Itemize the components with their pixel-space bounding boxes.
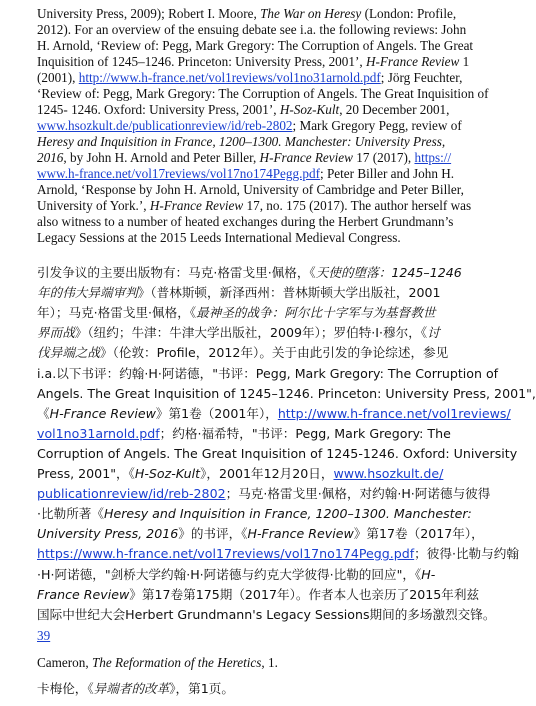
- text-line: [37, 70, 462, 86]
- text-run: 》（普林斯顿，新泽西州：普林斯顿大学出版社，2001: [137, 285, 441, 301]
- text-run: , 20 December 2001,: [339, 102, 450, 117]
- italic-title: H-France Review: [149, 198, 244, 213]
- italic-title: The War on Heresy: [260, 6, 362, 21]
- text-line: [37, 486, 490, 502]
- italic-title: H-Soz-Kult: [134, 466, 201, 481]
- text-line: [37, 182, 464, 198]
- text-run: ; Mark Gregory Pegg, review of: [292, 118, 462, 133]
- text-run: Angels. The Great Inquisition of 1245–1246. Princeton: University Press, 2001",: [37, 385, 536, 401]
- text-line: [37, 265, 462, 281]
- text-line: [37, 426, 451, 442]
- text-run: 年）；马克·格雷戈里·佩格，《: [37, 305, 197, 321]
- text-run: Cameron,: [37, 655, 92, 670]
- text-run: 《: [37, 405, 50, 421]
- italic-title: H-France Review: [365, 54, 460, 69]
- italic-title: 天使的堕落：1245–1246: [315, 265, 462, 280]
- text-run: 2012). For an overview of the ensuing debate see i.a. the following reviews: John: [37, 22, 467, 37]
- italic-title: 讨: [427, 325, 440, 341]
- text-run: 17, no. 175 (2017). The author herself was: [243, 198, 472, 213]
- text-run: Inquisition of 1245–1246. Princeton: University Press, 2001’,: [37, 54, 366, 69]
- italic-title: Heresy and Inquisition in France, 1200–1300. Manchester:: [103, 506, 472, 522]
- italic-title: H-Soz-Kult: [279, 102, 340, 117]
- text-run: Legacy Sessions at the 2015 Leeds International Medieval Congress.: [37, 230, 401, 245]
- text-run: ；马克·格雷戈里·佩格，对约翰·H·阿诺德与彼得: [225, 486, 491, 502]
- text-run: 1: [459, 54, 470, 69]
- italic-title: University Press, 2016: [37, 526, 179, 542]
- text-line: [37, 681, 234, 697]
- text-line: [37, 386, 536, 402]
- text-line: [37, 230, 401, 246]
- text-run: 》（纽约；牛津：牛津大学出版社，2009年）；罗伯特·I·穆尔，《: [74, 325, 428, 341]
- text-line: [37, 607, 495, 623]
- italic-title: 2016: [37, 150, 64, 165]
- text-line: [37, 655, 278, 671]
- text-run: 1245- 1246. Oxford: University Press, 2001’,: [37, 102, 280, 117]
- text-line: [37, 166, 454, 182]
- text-line: [37, 118, 462, 134]
- text-line: [37, 446, 517, 462]
- text-run: 》第17卷第175期（2017年）。作者本人也亲历了2015年利兹: [129, 586, 480, 602]
- italic-title: H-: [421, 566, 436, 582]
- text-line: [37, 305, 435, 321]
- italic-title: 异端者的改革: [93, 681, 170, 696]
- text-line: [37, 150, 451, 166]
- italic-title: H-France Review: [49, 405, 156, 421]
- text-line: [37, 506, 472, 522]
- text-line: [37, 134, 445, 150]
- text-line: [37, 366, 498, 382]
- italic-title: France Review: [37, 586, 130, 602]
- text-line: [37, 198, 471, 214]
- text-line: [37, 102, 449, 118]
- text-line: [37, 567, 435, 583]
- text-line: [37, 86, 488, 102]
- text-run: ·H·阿诺德，"剑桥大学约翰·H·阿诺德与约克大学彼得·比勒的回应"，《: [37, 566, 422, 582]
- hyperlink[interactable]: vol1no31arnold.pdf: [37, 425, 160, 441]
- text-run: ; Peter Biller and John H.: [319, 166, 455, 181]
- footnote-number[interactable]: 39: [37, 628, 51, 643]
- text-run: 国际中世纪大会Herbert Grundmann's Legacy Sessions期间的多场激烈交锋。: [37, 606, 496, 622]
- text-line: [37, 466, 443, 482]
- text-line: [37, 345, 448, 361]
- text-run: , 1.: [261, 655, 278, 670]
- text-run: University of York.’,: [37, 198, 150, 213]
- text-run: 17 (2017),: [352, 150, 415, 165]
- text-run: also witness to a number of heated exchanges during the Herbert Grundmann’s: [37, 214, 454, 229]
- italic-title: Heresy and Inquisition in France, 1200–1300. Manchester: University Press,: [37, 134, 446, 149]
- text-run: 》，第1页。: [169, 681, 234, 696]
- text-run: 》的书评，《: [178, 526, 248, 542]
- text-line: [37, 214, 453, 230]
- hyperlink[interactable]: http://www.h-france.net/vol1reviews/: [277, 405, 511, 421]
- text-line: [37, 546, 519, 562]
- hyperlink[interactable]: http://www.h-france.net/vol1reviews/vol1no31arnold.pdf: [78, 70, 381, 85]
- text-run: 》第17卷（2017年），: [353, 526, 484, 542]
- text-line: [37, 54, 469, 70]
- text-line: [37, 587, 479, 603]
- hyperlink[interactable]: www.h-france.net/vol17reviews/vol17no174Pegg.pdf: [37, 166, 320, 181]
- text-run: , by John H. Arnold and Peter Biller,: [63, 150, 260, 165]
- hyperlink[interactable]: www.hsozkult.de/publicationreview/id/reb-2802: [37, 118, 293, 133]
- text-line: [37, 6, 456, 22]
- text-run: University Press, 2009); Robert I. Moore,: [37, 6, 261, 21]
- text-run: ；彼得·比勒与约翰: [414, 546, 519, 562]
- text-run: H. Arnold, ‘Review of: Pegg, Mark Gregory: The Corruption of Angels. The Great: [37, 38, 474, 53]
- text-line: [37, 526, 484, 542]
- italic-title: 年的伟大异端审判: [37, 285, 138, 301]
- text-run: Press, 2001"，《: [37, 466, 135, 481]
- text-run: 引发争议的主要出版物有：马克·格雷戈里·佩格，《: [37, 265, 316, 280]
- text-run: i.a.以下书评：约翰·H·阿诺德，"书评：Pegg, Mark Gregory: The Corruption of: [37, 365, 499, 381]
- text-run: ·比勒所著《: [37, 506, 104, 522]
- footnote-number-link[interactable]: [37, 628, 50, 644]
- italic-title: H-France Review: [259, 150, 353, 165]
- text-line: [37, 406, 511, 422]
- hyperlink[interactable]: www.hsozkult.de/: [333, 466, 444, 481]
- text-run: 》第1卷（2001年），: [155, 405, 278, 421]
- text-run: (2001),: [37, 70, 79, 85]
- text-run: 卡梅伦，《: [37, 681, 94, 696]
- italic-title: 伐异端之战: [37, 345, 100, 361]
- text-line: [37, 325, 440, 341]
- hyperlink[interactable]: https://www.h-france.net/vol17reviews/vol17no174Pegg.pdf: [37, 546, 415, 562]
- text-run: Corruption of Angels. The Great Inquisition of 1245-1246. Oxford: University: [37, 445, 518, 461]
- text-run: (London: Profile,: [361, 6, 457, 21]
- text-run: ；约格·福希特，"书评：Pegg, Mark Gregory: The: [159, 425, 451, 441]
- text-run: 》（伦敦：Profile，2012年）。关于由此引发的争论综述，参见: [99, 345, 449, 361]
- text-run: ; Jörg Feuchter,: [380, 70, 463, 85]
- text-line: [37, 22, 466, 38]
- italic-title: 最神圣的战争：阿尔比十字军与为基督教世: [196, 305, 436, 321]
- text-run: Arnold, ‘Response by John H. Arnold, University of Cambridge and Peter Biller,: [37, 182, 464, 197]
- italic-title: H-France Review: [247, 526, 354, 542]
- hyperlink[interactable]: https://: [414, 150, 452, 165]
- italic-title: 界而战: [37, 325, 75, 341]
- text-run: 》，2001年12月20日，: [200, 466, 334, 481]
- hyperlink[interactable]: publicationreview/id/reb-2802: [37, 486, 226, 502]
- text-run: ‘Review of: Pegg, Mark Gregory: The Corruption of Angels. The Great Inquisition of: [37, 86, 489, 101]
- text-line: [37, 285, 441, 301]
- italic-title: The Reformation of the Heretics: [91, 655, 262, 670]
- text-line: [37, 38, 473, 54]
